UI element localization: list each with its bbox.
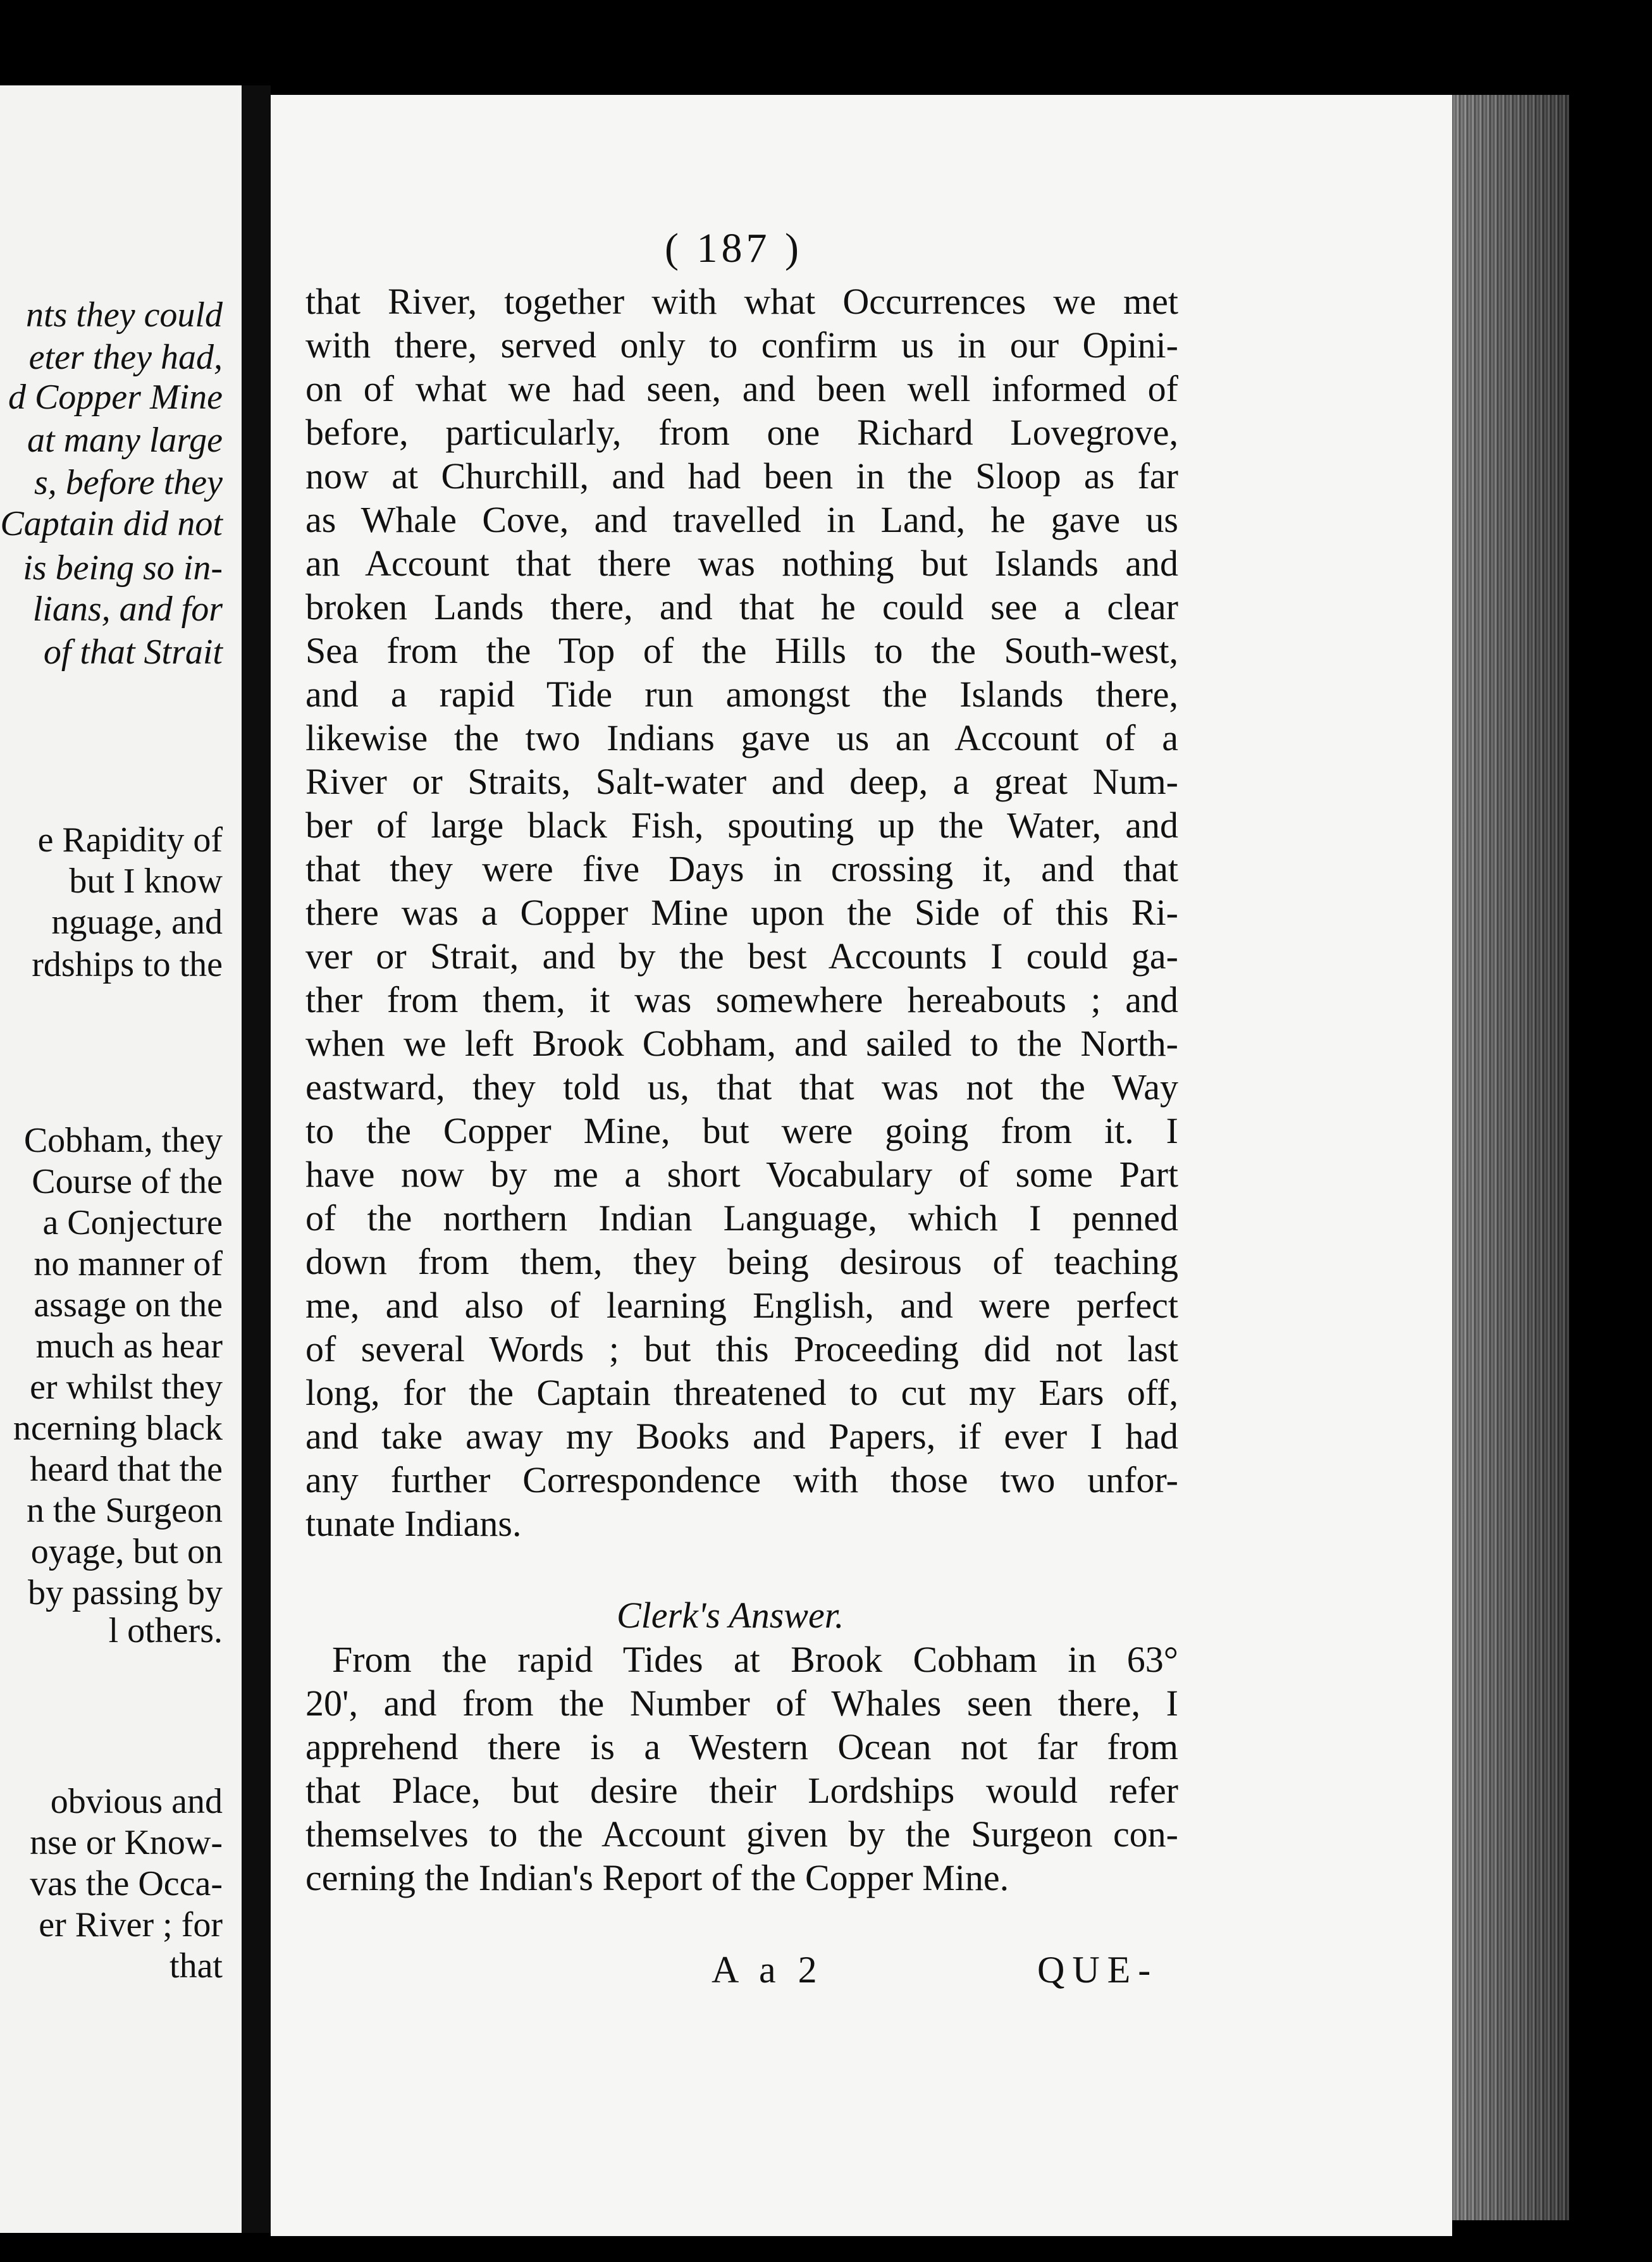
left-page-line: l others. xyxy=(108,1611,223,1650)
body-line: an Account that there was nothing but Islands and xyxy=(305,543,1178,584)
left-page-line: but I know xyxy=(69,862,223,901)
left-page-line: oyage, but on xyxy=(30,1532,223,1571)
body-line: there was a Copper Mine upon the Side of this Ri- xyxy=(305,892,1178,933)
left-page-line: Captain did not xyxy=(0,504,223,543)
body-line: and take away my Books and Papers, if ever I had xyxy=(305,1416,1178,1457)
left-page-line: lians, and for xyxy=(32,590,223,629)
body-line: when we left Brook Cobham, and sailed to the North- xyxy=(305,1023,1178,1064)
body-line: Sea from the Top of the Hills to the South-west, xyxy=(305,630,1178,671)
body-line: long, for the Captain threatened to cut my Ears off, xyxy=(305,1372,1178,1413)
body-line: eastward, they told us, that that was not the Way xyxy=(305,1066,1178,1108)
left-page xyxy=(0,85,242,2233)
answer-line: cerning the Indian's Report of the Copper Mine. xyxy=(305,1857,1009,1898)
section-heading: Clerk's Answer. xyxy=(617,1595,844,1636)
left-page-line: ncerning black xyxy=(13,1409,223,1448)
left-page-line: heard that the xyxy=(30,1450,223,1489)
answer-line: apprehend there is a Western Ocean not far from xyxy=(305,1726,1178,1767)
left-page-line: is being so in- xyxy=(23,548,223,588)
left-page-line: Cobham, they xyxy=(23,1121,223,1160)
left-page-line: vas the Occa- xyxy=(30,1864,223,1903)
body-line: to the Copper Mine, but were going from it. I xyxy=(305,1110,1178,1151)
body-line: that River, together with what Occurrences we met xyxy=(305,281,1178,322)
body-line: likewise the two Indians gave us an Account of a xyxy=(305,717,1178,758)
left-page-line: by passing by xyxy=(28,1573,223,1612)
left-page-line: assage on the xyxy=(34,1285,223,1325)
body-line: any further Correspondence with those two unfor- xyxy=(305,1459,1178,1500)
left-page-line: rdships to the xyxy=(32,945,223,984)
body-line: ber of large black Fish, spouting up the Water, and xyxy=(305,805,1178,846)
left-page-line: that xyxy=(170,1946,223,1986)
body-line: broken Lands there, and that he could see a clear xyxy=(305,586,1178,627)
answer-line: that Place, but desire their Lordships would refer xyxy=(305,1770,1178,1811)
body-line: as Whale Cove, and travelled in Land, he gave us xyxy=(305,499,1178,540)
left-page-line: d Copper Mine xyxy=(8,378,223,417)
left-page-line: of that Strait xyxy=(43,633,223,672)
page-number: ( 187 ) xyxy=(665,225,803,271)
body-line: down from them, they being desirous of teaching xyxy=(305,1241,1178,1282)
left-page-line: much as hear xyxy=(35,1326,223,1366)
body-line: before, particularly, from one Richard Lovegrove, xyxy=(305,412,1178,453)
body-line: on of what we had seen, and been well informed of xyxy=(305,368,1178,409)
left-page-line: Course of the xyxy=(32,1162,223,1201)
left-page-line: er whilst they xyxy=(30,1368,223,1407)
left-page-line: nts they could xyxy=(25,295,223,335)
body-line: River or Straits, Salt-water and deep, a great Num- xyxy=(305,761,1178,802)
left-page-line: er River ; for xyxy=(39,1905,223,1944)
body-line: have now by me a short Vocabulary of some Part xyxy=(305,1154,1178,1195)
left-page-line: e Rapidity of xyxy=(37,820,223,860)
left-page-line: no manner of xyxy=(34,1244,223,1283)
body-line: with there, served only to confirm us in our Opini- xyxy=(305,324,1178,366)
answer-line: From the rapid Tides at Brook Cobham in 63° xyxy=(332,1639,1178,1680)
body-line: me, and also of learning English, and were perfect xyxy=(305,1285,1178,1326)
left-page-line: obvious and xyxy=(50,1782,223,1821)
left-page-line: eter they had, xyxy=(28,338,223,377)
answer-line: themselves to the Account given by the Surgeon con- xyxy=(305,1814,1178,1855)
body-line: of several Words ; but this Proceeding did not last xyxy=(305,1328,1178,1369)
body-line: tunate Indians. xyxy=(305,1503,522,1544)
book-gutter xyxy=(242,85,271,2233)
left-page-line: nguage, and xyxy=(51,903,223,942)
left-page-line: nse or Know- xyxy=(30,1823,223,1862)
body-line: that they were five Days in crossing it, and that xyxy=(305,848,1178,889)
body-line: ther from them, it was somewhere hereabouts ; and xyxy=(305,979,1178,1020)
body-line: of the northern Indian Language, which I penned xyxy=(305,1197,1178,1239)
page-edges xyxy=(1452,95,1569,2220)
catchword: QUE- xyxy=(1037,1949,1159,1991)
left-page-line: n the Surgeon xyxy=(26,1491,223,1530)
signature-mark: A a 2 xyxy=(712,1949,823,1991)
left-page-line: s, before they xyxy=(34,463,223,502)
body-line: now at Churchill, and had been in the Sloop as far xyxy=(305,455,1178,497)
left-page-line: at many large xyxy=(27,421,223,460)
answer-line: 20', and from the Number of Whales seen there, I xyxy=(305,1683,1178,1724)
left-page-line: a Conjecture xyxy=(42,1203,223,1242)
body-line: ver or Strait, and by the best Accounts I could ga- xyxy=(305,936,1178,977)
body-line: and a rapid Tide run amongst the Islands there, xyxy=(305,674,1178,715)
